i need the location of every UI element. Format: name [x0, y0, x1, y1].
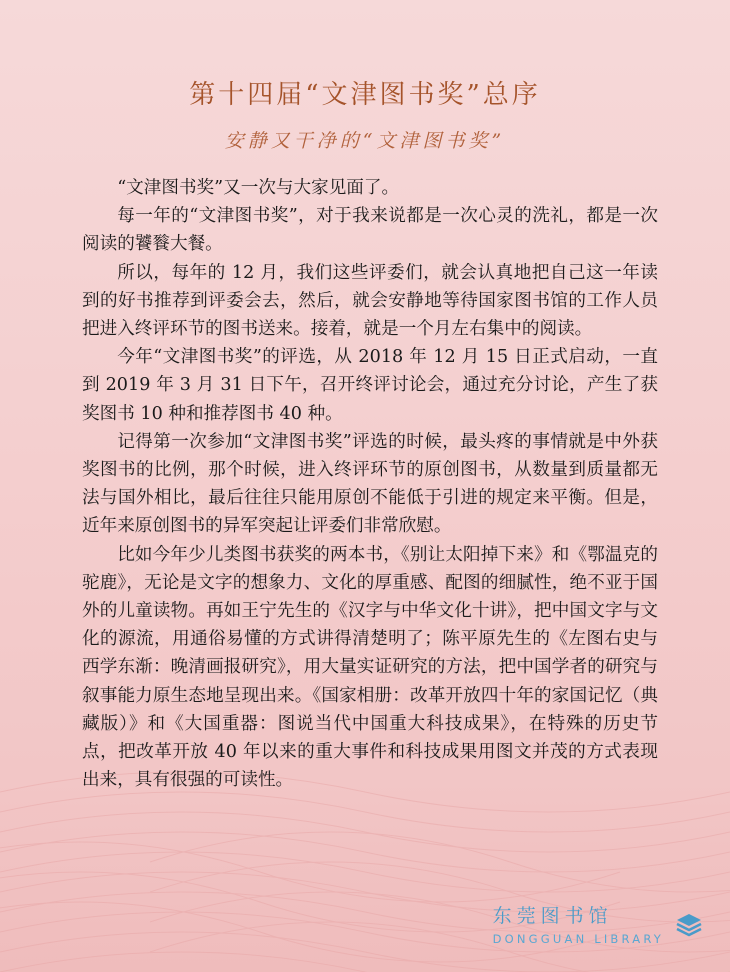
library-logo-text: [493, 905, 664, 947]
page-subtitle: 安静又干净的“文津图书奖”: [224, 130, 506, 152]
header: [0, 78, 730, 154]
article-paragraph: 今年“文津图书奖”的评选，从 2018 年 12 月 15 日正式启动，一直到 2019 年 3 月 31 日下午，召开终评讨论会，通过充分讨论，产生了获奖图书 10 种和推荐图书 40 种。: [82, 347, 658, 424]
article-body: [82, 174, 658, 794]
library-name-english: DONGGUAN LIBRARY: [492, 932, 664, 946]
article-paragraph: 所以，每年的 12 月，我们这些评委们，就会认真地把自己这一年读到的好书推荐到评委会去，然后，就会安静地等待国家图书馆的工作人员把进入终评环节的图书送来。接着，就是一个月左右集中的阅读。: [82, 262, 658, 340]
library-name-chinese: 东莞图书馆: [492, 905, 613, 927]
article-paragraph: 每一年的“文津图书奖”，对于我来说都是一次心灵的洗礼，都是一次阅读的饕餮大餐。: [82, 206, 658, 255]
library-logo: [493, 905, 704, 947]
article-paragraph: 记得第一次参加“文津图书奖”评选的时候，最头疼的事情就是中外获奖图书的比例，那个时候，进入终评环节的原创图书，从数量到质量都无法与国外相比，最后往往只能用原创不能低于引进的规定来平衡。但是，近年来原创图书的异军突起让评委们非常欣慰。: [82, 431, 658, 537]
page-title: 第十四届“文津图书奖”总序: [189, 80, 541, 110]
library-logo-icon: [674, 911, 704, 941]
article-paragraph: 比如今年少儿类图书获奖的两本书，《别让太阳掉下来》和《鄂温克的驼鹿》，无论是文字的想象力、文化的厚重感、配图的细腻性，绝不亚于国外的儿童读物。再如王宁先生的《汉字与中华文化十讲》，把中国文字与文化的源流，用通俗易懂的方式讲得清楚明了；陈平原先生的《左图右史与西学东渐：晚清画报研究》，用大量实证研究的方法，把中国学者的研究与叙事能力原生态地呈现出来。《国家相册：改革开放四十年的家国记忆（典藏版）》和《大国重器：图说当代中国重大科技成果》，在特殊的历史节点，把改革开放 40 年以来的重大事件和科技成果用图文并茂的方式表现出来，具有很强的可读性。: [82, 544, 658, 791]
article-paragraph: “文津图书奖”又一次与大家见面了。: [117, 178, 400, 198]
